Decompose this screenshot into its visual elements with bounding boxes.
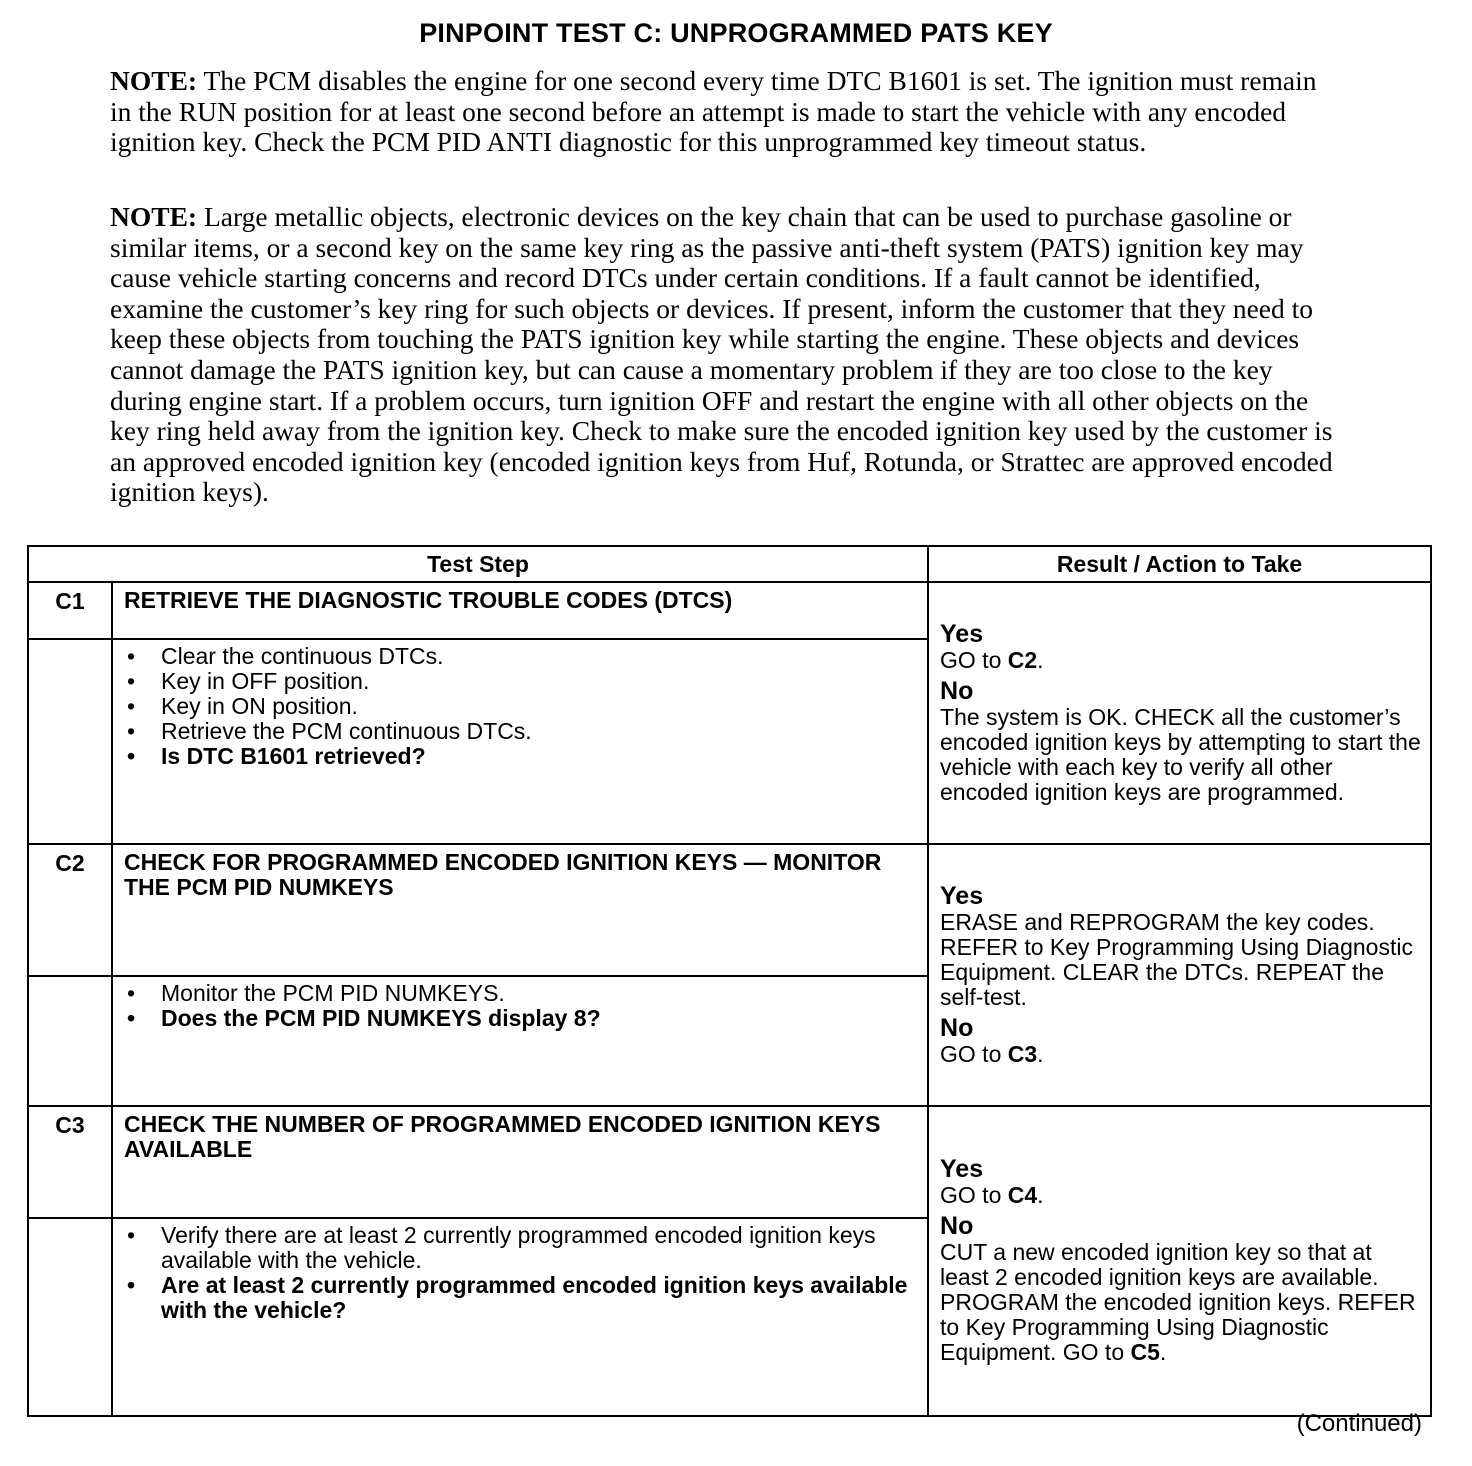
yes-action: GO to C4.	[940, 1182, 1044, 1208]
step-title: CHECK FOR PROGRAMMED ENCODED IGNITION KEYS — MONITOR THE PCM PID NUMKEYS	[112, 844, 928, 976]
list-item: • Key in ON position.	[124, 694, 919, 719]
table-row	[28, 844, 1431, 976]
yes-action: ERASE and REPROGRAM the key codes. REFER to Key Programming Using Diagnostic Equipment. CLEAR the DTCs. REPEAT the self-test.	[940, 908, 1413, 1010]
note-text: The PCM disables the engine for one second every time DTC B1601 is set. The ignition must remain in the RUN position for at least one second before an attempt is made to start the vehicle with any encoded ignition key. Check the PCM PID ANTI diagnostic for this unprogrammed key timeout status.	[110, 65, 1317, 158]
yes-label: Yes	[940, 619, 984, 648]
result-cell	[928, 844, 1431, 1106]
step-question: • Does the PCM PID NUMKEYS display 8?	[124, 1006, 919, 1031]
note-text: Large metallic objects, electronic devices on the key chain that can be used to purchase gasoline or similar items, or a second key on the same key ring as the passive anti-theft system (PATS) ignition key may cause vehicle starting concerns and record DTCs under certain conditions. If a fault cannot be identified, examine the customer’s key ring for such objects or devices. If present, inform the customer that they need to keep these objects from touching the PATS ignition key while starting the engine. These objects and devices cannot damage the PATS ignition key, but can cause a momentary problem if they are too close to the key during engine start. If a problem occurs, turn ignition OFF and restart the engine with all other objects on the key ring held away from the ignition key. Check to make sure the encoded ignition key used by the customer is an approved encoded ignition key (encoded ignition keys from Huf, Rotunda, or Strattec are approved encoded ignition keys).	[110, 201, 1333, 508]
continued-label: (Continued)	[1296, 1410, 1422, 1437]
step-title: RETRIEVE THE DIAGNOSTIC TROUBLE CODES (DTCS)	[112, 582, 928, 639]
result-cell	[928, 1106, 1431, 1416]
list-item: • Clear the continuous DTCs.	[124, 644, 919, 669]
step-id-spacer	[28, 639, 112, 844]
step-question: • Is DTC B1601 retrieved?	[124, 744, 919, 769]
note-label: NOTE:	[110, 201, 198, 232]
header-result-action: Result / Action to Take	[928, 546, 1431, 582]
step-body	[112, 976, 928, 1106]
note-paragraph	[110, 202, 1335, 508]
no-label: No	[940, 676, 974, 705]
step-title: CHECK THE NUMBER OF PROGRAMMED ENCODED IGNITION KEYS AVAILABLE	[112, 1106, 928, 1218]
list-item: • Retrieve the PCM continuous DTCs.	[124, 719, 919, 744]
page-title: PINPOINT TEST C: UNPROGRAMMED PATS KEY	[419, 18, 1053, 48]
no-action: CUT a new encoded ignition key so that at least 2 encoded ignition keys are available. PROGRAM the encoded ignition keys. REFER to Key Programming Using Diagnostic Equipment. GO to C5.	[940, 1239, 1416, 1365]
table-row	[28, 582, 1431, 639]
step-body	[112, 1218, 928, 1416]
yes-action: GO to C2.	[940, 646, 1044, 673]
step-id: C1	[28, 582, 112, 639]
list-item: • Verify there are at least 2 currently programmed encoded ignition keys available with the vehicle.	[124, 1223, 919, 1273]
note-label: NOTE:	[110, 65, 198, 96]
step-list	[124, 1223, 919, 1323]
no-label: No	[940, 1013, 974, 1042]
no-label: No	[940, 1212, 974, 1240]
list-item: • Monitor the PCM PID NUMKEYS.	[124, 981, 919, 1006]
step-list	[124, 981, 919, 1031]
table-header-row	[28, 546, 1431, 582]
header-test-step: Test Step	[28, 546, 928, 582]
list-item: • Key in OFF position.	[124, 669, 919, 694]
step-body	[112, 639, 928, 844]
step-id-spacer	[28, 1218, 112, 1416]
step-id: C2	[28, 844, 112, 976]
pinpoint-test-table	[27, 545, 1432, 1417]
yes-label: Yes	[940, 1155, 984, 1183]
step-id: C3	[28, 1106, 112, 1218]
table-row	[28, 1106, 1431, 1218]
no-action: GO to C3.	[940, 1040, 1044, 1067]
note-paragraph	[110, 66, 1335, 158]
no-action: The system is OK. CHECK all the customer’s encoded ignition keys by attempting to start the vehicle with each key to verify all other encoded ignition keys are programmed.	[940, 703, 1421, 805]
step-question: • Are at least 2 currently programmed encoded ignition keys available with the vehicle?	[124, 1273, 919, 1323]
step-list	[124, 644, 919, 769]
result-cell	[928, 582, 1431, 844]
step-id-spacer	[28, 976, 112, 1106]
yes-label: Yes	[940, 881, 984, 910]
